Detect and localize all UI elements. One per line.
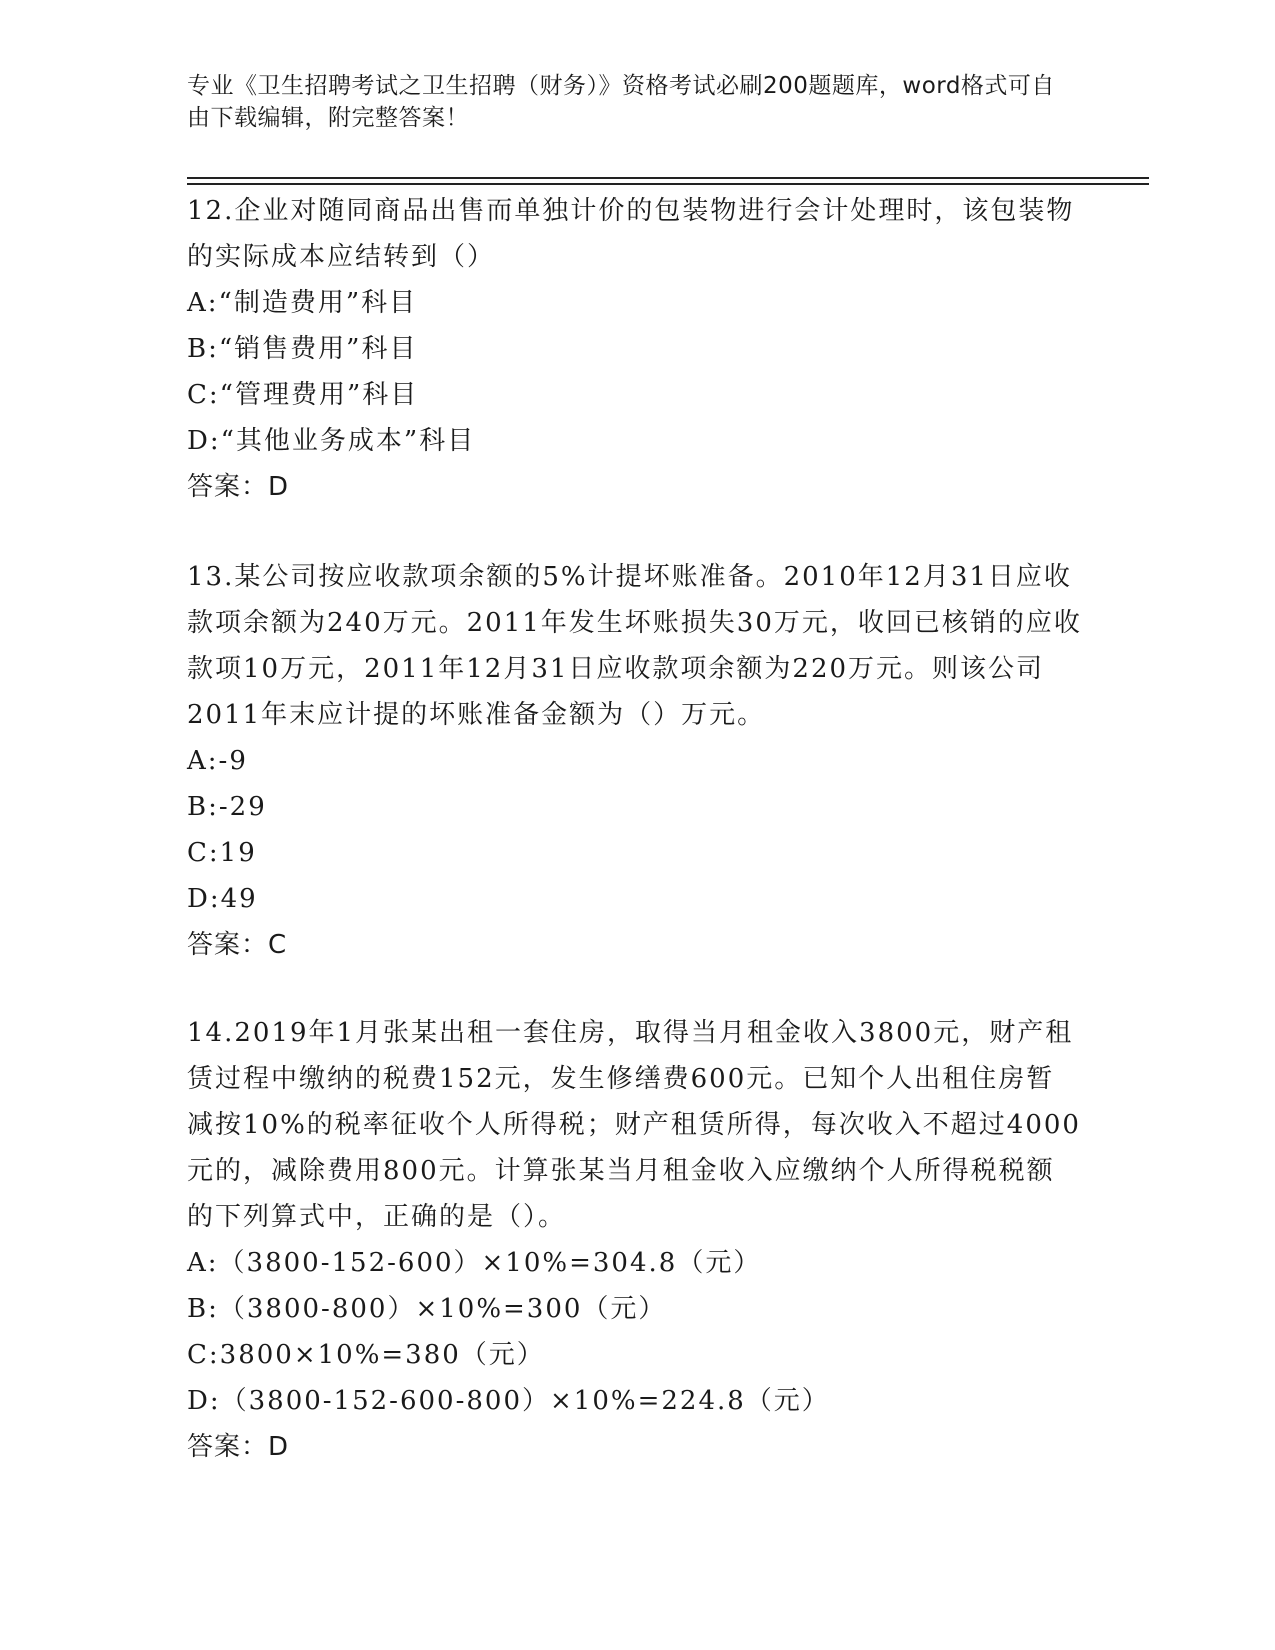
question-13	[187, 554, 1082, 968]
option-b: B:（3800-800）×10%=300（元）	[187, 1294, 667, 1324]
header-rule-top	[187, 177, 1149, 179]
option-a: A:“制造费用”科目	[187, 288, 418, 318]
answer: 答案：D	[187, 1432, 290, 1462]
option-b: B:“销售费用”科目	[187, 334, 418, 364]
option-a: A:-9	[187, 746, 248, 776]
answer: 答案：D	[187, 472, 290, 502]
option-d: D:49	[187, 884, 258, 914]
option-a: A:（3800-152-600）×10%=304.8（元）	[187, 1248, 762, 1278]
option-d: D:（3800-152-600-800）×10%=224.8（元）	[187, 1386, 830, 1416]
header-rule-bottom	[187, 183, 1149, 185]
question-14	[187, 1010, 1082, 1470]
document-header: 专业《卫生招聘考试之卫生招聘（财务）》资格考试必刷200题题库，word格式可自由下载编辑，附完整答案！	[187, 73, 1055, 131]
answer: 答案：C	[187, 930, 288, 960]
option-d: D:“其他业务成本”科目	[187, 426, 476, 456]
option-c: C:19	[187, 838, 257, 868]
question-stem: 13.某公司按应收款项余额的5%计提坏账准备。2010年12月31日应收款项余额为240万元。2011年发生坏账损失30万元，收回已核销的应收款项10万元，2011年12月31日应收款项余额为220万元。则该公司2011年末应计提的坏账准备金额为（）万元。	[187, 562, 1082, 730]
option-c: C:3800×10%=380（元）	[187, 1340, 545, 1370]
question-stem: 14.2019年1月张某出租一套住房，取得当月租金收入3800元，财产租赁过程中缴纳的税费152元，发生修缮费600元。已知个人出租住房暂减按10%的税率征收个人所得税；财产租赁所得，每次收入不超过4000元的，减除费用800元。计算张某当月租金收入应缴纳个人所得税税额的下列算式中，正确的是（）。	[187, 1018, 1081, 1232]
option-c: C:“管理费用”科目	[187, 380, 419, 410]
option-b: B:-29	[187, 792, 267, 822]
question-stem: 12.企业对随同商品出售而单独计价的包装物进行会计处理时，该包装物的实际成本应结转到（）	[187, 196, 1075, 272]
question-12	[187, 188, 1082, 510]
